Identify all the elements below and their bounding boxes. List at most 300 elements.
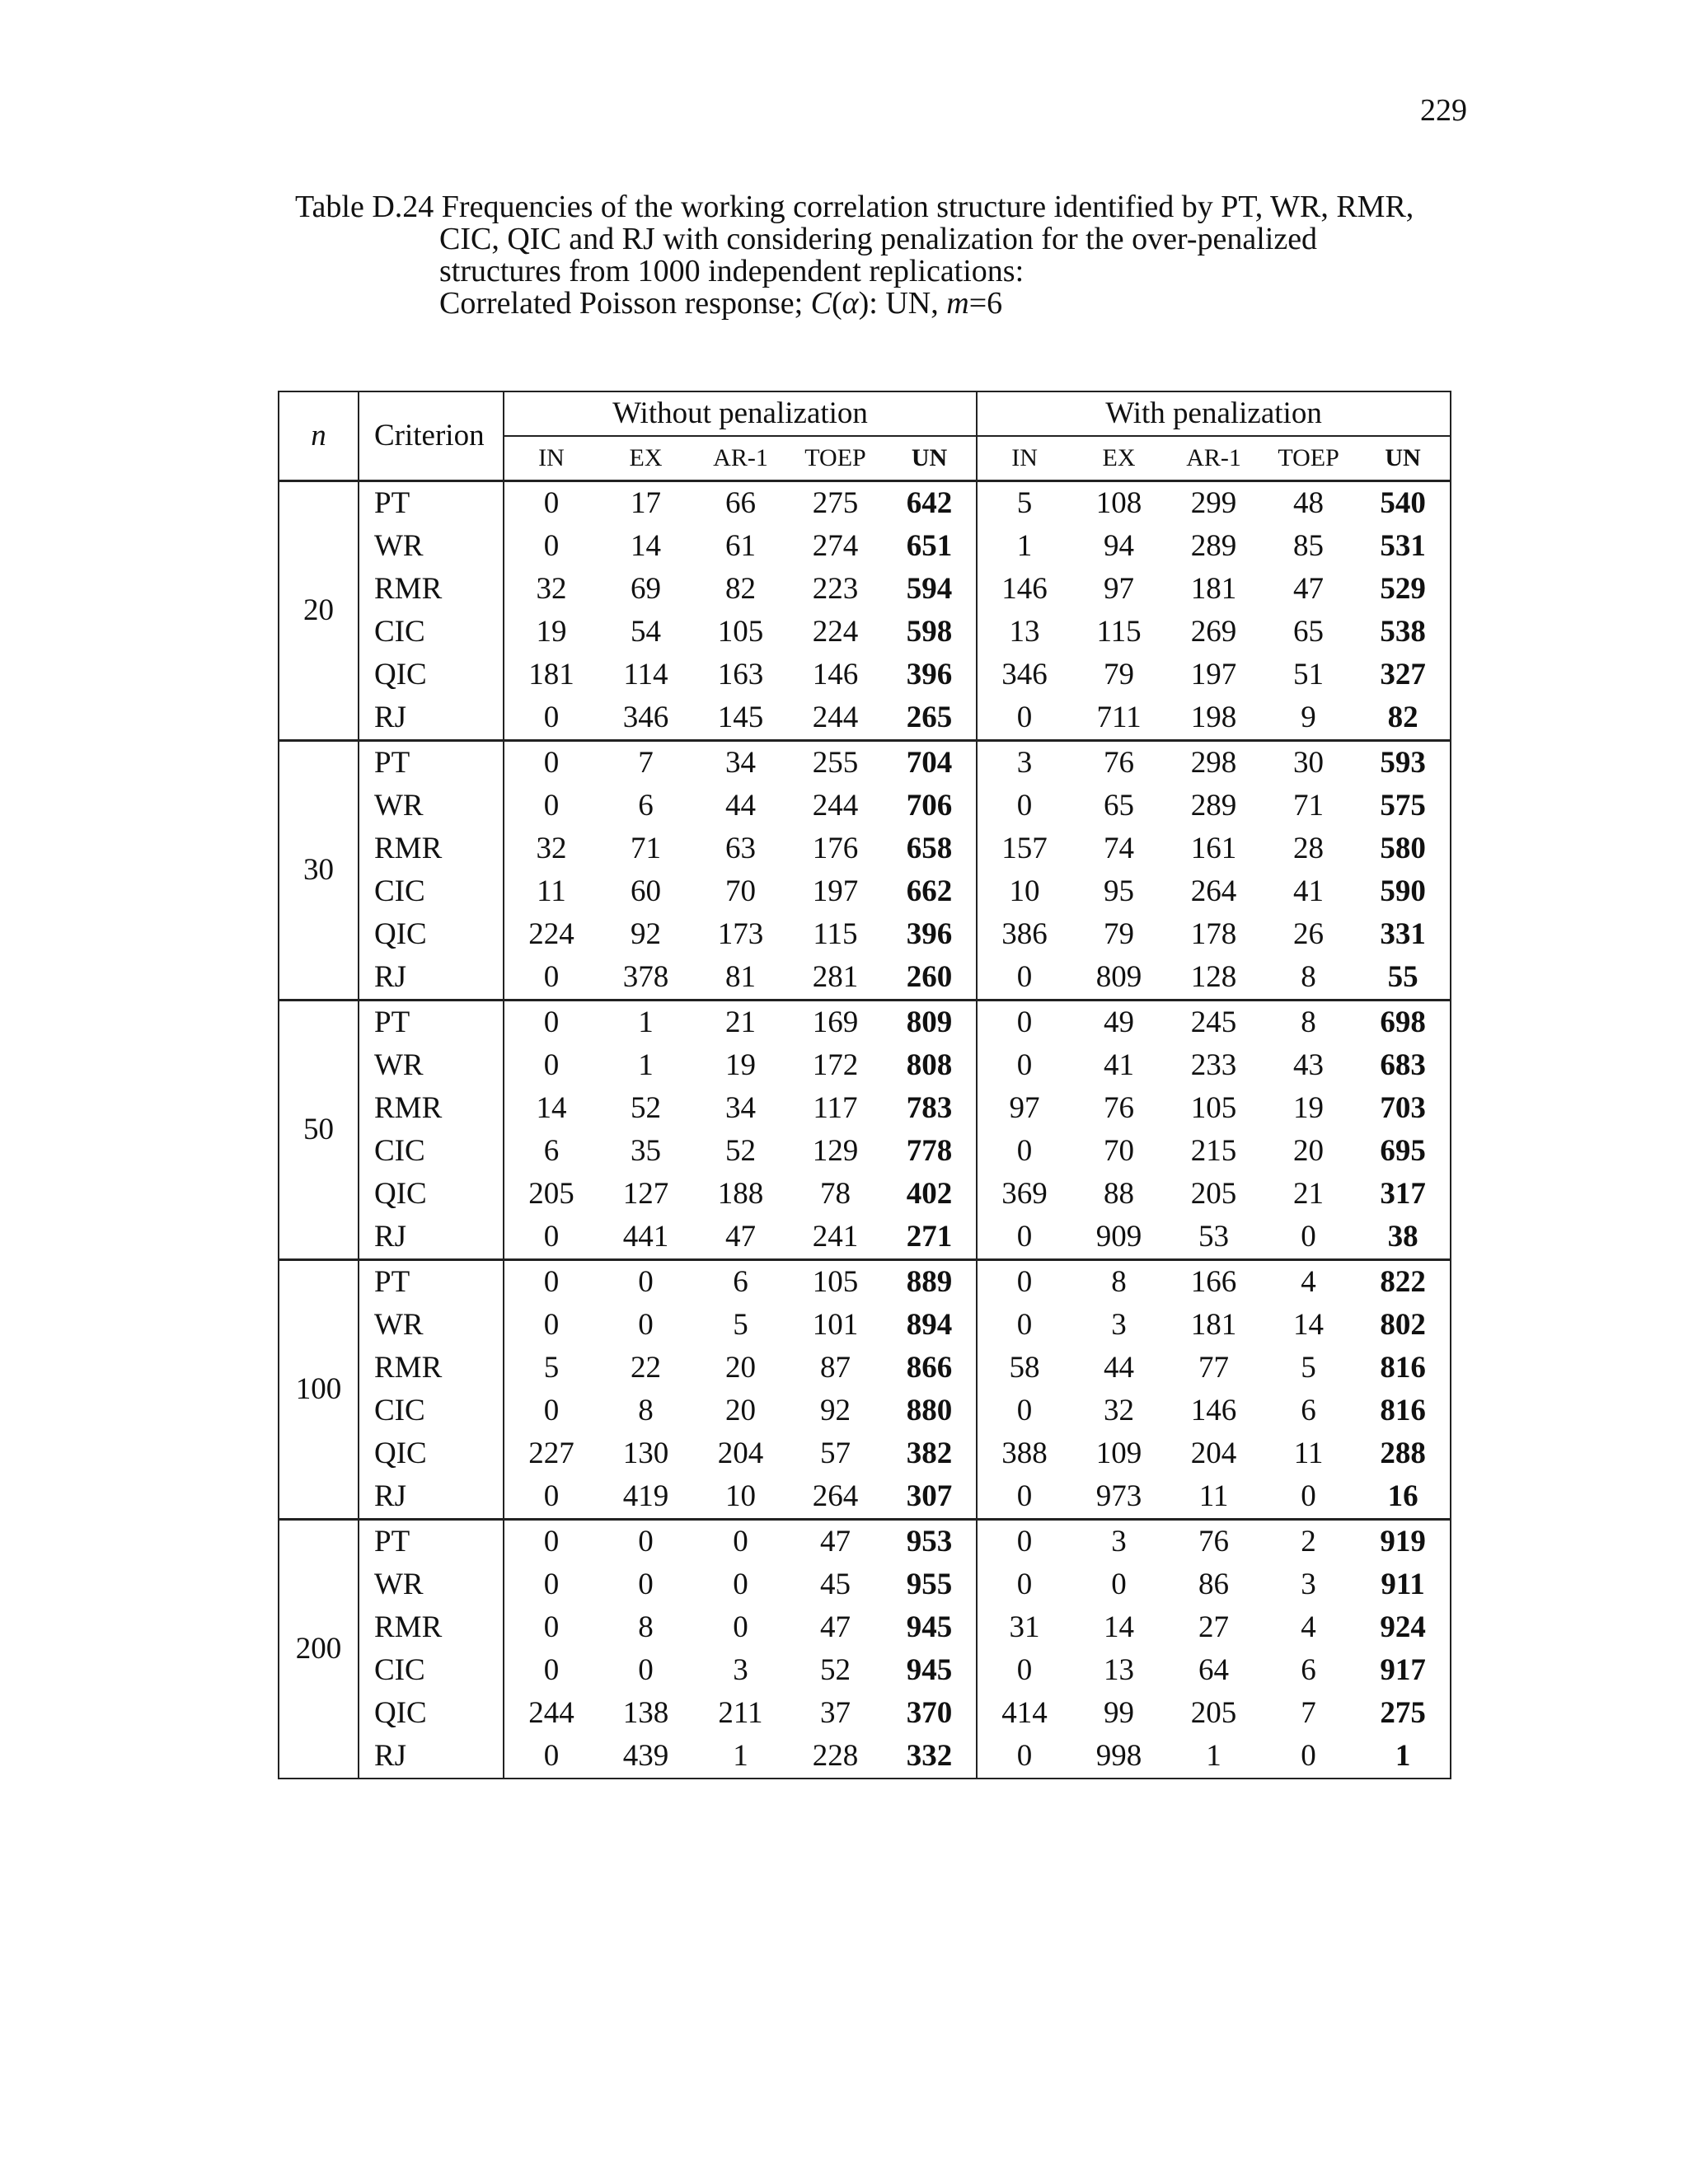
with-in-cell: 97 <box>1009 1091 1040 1125</box>
with-un-cell: 531 <box>1356 525 1451 568</box>
criterion-cell: PT <box>359 481 504 526</box>
without-toep-cell: 52 <box>820 1653 851 1687</box>
with-ex-cell: 973 <box>1095 1479 1142 1513</box>
criterion-cell: PT <box>359 1520 504 1564</box>
with-ar-1-cell: 264 <box>1190 874 1237 908</box>
with-un-cell: 82 <box>1356 696 1451 741</box>
with-ex-cell: 0 <box>1111 1568 1127 1601</box>
without-ar-1-cell: 6 <box>693 1260 788 1305</box>
without-toep-cell: 244 <box>812 701 859 734</box>
criterion-cell: QIC <box>359 1692 504 1735</box>
table-row <box>279 481 1451 526</box>
with-ar-1-cell: 86 <box>1198 1568 1230 1601</box>
with-ex-cell: 88 <box>1104 1177 1135 1211</box>
with-ar-1-cell: 64 <box>1198 1653 1230 1687</box>
criterion-cell: RJ <box>359 1216 504 1260</box>
table-row <box>279 785 1451 827</box>
table-row <box>279 696 1451 741</box>
with-toep-cell: 41 <box>1293 874 1325 908</box>
without-in-cell: 181 <box>528 658 574 691</box>
caption-m-symbol: m <box>946 286 969 321</box>
without-ex-cell: 419 <box>622 1479 669 1513</box>
with-in-cell: 388 <box>1001 1436 1048 1470</box>
without-in-cell: 32 <box>536 832 567 865</box>
without-un-cell: 382 <box>883 1432 977 1475</box>
with-un-cell: 275 <box>1356 1692 1451 1735</box>
without-un-cell: 783 <box>883 1087 977 1130</box>
without-ex-cell: 7 <box>598 741 693 785</box>
frequency-table <box>278 391 1451 1779</box>
criterion-cell: CIC <box>359 611 504 654</box>
without-ex-cell: 439 <box>598 1735 693 1779</box>
with-un-cell: 331 <box>1356 913 1451 956</box>
without-ex-cell: 441 <box>622 1220 669 1254</box>
criterion-cell: RMR <box>359 568 504 611</box>
with-in-cell: 369 <box>1001 1177 1048 1211</box>
criterion-cell: WR <box>359 1563 504 1606</box>
with-ex-cell: 97 <box>1104 572 1135 606</box>
with-in-cell: 0 <box>1016 789 1033 823</box>
without-toep-cell: 197 <box>812 874 859 908</box>
with-ex-cell: 41 <box>1104 1048 1135 1082</box>
without-in-cell: 0 <box>543 1610 560 1644</box>
with-toep-cell: 7 <box>1301 1696 1316 1730</box>
without-ex-cell: 0 <box>598 1260 693 1305</box>
caption-line-3: structures from 1000 independent replications: <box>439 254 1025 288</box>
with-toep-cell: 9 <box>1301 701 1316 734</box>
with-toep-cell: 21 <box>1293 1177 1325 1211</box>
without-ex-cell: 92 <box>631 917 661 951</box>
with-ar-1-cell: 198 <box>1190 701 1237 734</box>
with-ar-1-cell: 161 <box>1190 832 1237 865</box>
with-in-cell: 0 <box>977 1735 1071 1779</box>
with-ar-1-cell: 289 <box>1190 529 1237 563</box>
table-row <box>279 525 1451 568</box>
without-toep-cell: 228 <box>788 1735 883 1779</box>
caption-line-2: CIC, QIC and RJ with considering penalization for the over-penalized <box>439 222 1318 256</box>
without-toep-cell: 101 <box>812 1308 859 1342</box>
header-n: n <box>279 391 359 481</box>
with-un-cell: 580 <box>1356 827 1451 870</box>
with-toep-cell: 2 <box>1261 1520 1356 1564</box>
with-ex-cell: 95 <box>1104 874 1135 908</box>
with-ex-cell: 79 <box>1104 658 1135 691</box>
table-row <box>279 1130 1451 1173</box>
without-in-cell: 0 <box>504 1735 598 1779</box>
with-ar-1-cell: 178 <box>1190 917 1237 951</box>
without-ex-cell: 1 <box>598 1001 693 1045</box>
column-header-without-toep: TOEP <box>788 436 883 481</box>
without-un-cell: 265 <box>883 696 977 741</box>
with-ex-cell: 13 <box>1104 1653 1135 1687</box>
without-toep-cell: 47 <box>788 1520 883 1564</box>
with-ar-1-cell: 205 <box>1190 1696 1237 1730</box>
with-in-cell: 346 <box>1001 658 1048 691</box>
criterion-cell: CIC <box>359 1649 504 1692</box>
without-un-cell: 594 <box>883 568 977 611</box>
without-in-cell: 0 <box>543 1220 560 1254</box>
criterion-cell: WR <box>359 1044 504 1087</box>
without-ex-cell: 378 <box>622 960 669 994</box>
without-ar-1-cell: 0 <box>733 1568 748 1601</box>
with-un-cell: 317 <box>1356 1173 1451 1216</box>
table-row <box>279 1347 1451 1390</box>
without-ex-cell: 52 <box>631 1091 661 1125</box>
table-row <box>279 1735 1451 1779</box>
table-row <box>279 1563 1451 1606</box>
with-ex-cell: 809 <box>1095 960 1142 994</box>
table-row <box>279 1432 1451 1475</box>
with-toep-cell: 0 <box>1301 1220 1316 1254</box>
table-row <box>279 870 1451 913</box>
without-un-cell: 894 <box>883 1304 977 1347</box>
caption-line-4-prefix: Correlated Poisson response; <box>439 286 811 321</box>
with-ar-1-cell: 245 <box>1166 1001 1261 1045</box>
with-ar-1-cell: 77 <box>1198 1351 1230 1385</box>
without-in-cell: 244 <box>528 1696 574 1730</box>
with-un-cell: 917 <box>1356 1649 1451 1692</box>
caption-alpha-symbol: α <box>842 286 859 321</box>
without-ar-1-cell: 63 <box>725 832 756 865</box>
without-ar-1-cell: 163 <box>717 658 764 691</box>
table-row <box>279 654 1451 696</box>
without-ar-1-cell: 3 <box>733 1653 748 1687</box>
without-toep-cell: 281 <box>812 960 859 994</box>
with-ar-1-cell: 181 <box>1190 572 1237 606</box>
with-ar-1-cell: 205 <box>1190 1177 1237 1211</box>
without-in-cell: 0 <box>543 1048 560 1082</box>
criterion-cell: PT <box>359 1260 504 1305</box>
without-un-cell: 889 <box>883 1260 977 1305</box>
with-in-cell: 0 <box>1016 701 1033 734</box>
with-in-cell: 157 <box>1001 832 1048 865</box>
with-un-cell: 538 <box>1356 611 1451 654</box>
with-un-cell: 590 <box>1356 870 1451 913</box>
with-in-cell: 0 <box>1016 1479 1033 1513</box>
with-ex-cell: 70 <box>1104 1134 1135 1168</box>
without-in-cell: 19 <box>536 615 567 649</box>
with-toep-cell: 6 <box>1301 1394 1316 1427</box>
without-toep-cell: 223 <box>812 572 859 606</box>
with-in-cell: 0 <box>977 1520 1071 1564</box>
without-toep-cell: 92 <box>820 1394 851 1427</box>
without-un-cell: 271 <box>883 1216 977 1260</box>
with-ex-cell: 32 <box>1104 1394 1135 1427</box>
sample-size-cell: 30 <box>279 741 359 1001</box>
without-ar-1-cell: 19 <box>725 1048 756 1082</box>
without-ex-cell: 60 <box>631 874 661 908</box>
column-header-with-un: UN <box>1356 436 1451 481</box>
with-ex-cell: 909 <box>1095 1220 1142 1254</box>
without-toep-cell: 117 <box>813 1091 858 1125</box>
with-un-cell: 911 <box>1356 1563 1451 1606</box>
with-ar-1-cell: 299 <box>1190 486 1237 520</box>
with-ex-cell: 94 <box>1104 529 1135 563</box>
without-toep-cell: 87 <box>820 1351 851 1385</box>
with-toep-cell: 0 <box>1301 1479 1316 1513</box>
with-toep-cell: 8 <box>1261 1001 1356 1045</box>
caption-line-1: Table D.24 Frequencies of the working correlation structure identified by PT, WR, RMR, <box>295 190 1414 224</box>
without-toep-cell: 224 <box>812 615 859 649</box>
with-in-cell: 0 <box>1016 1134 1033 1168</box>
criterion-cell: WR <box>359 1304 504 1347</box>
without-un-cell: 598 <box>883 611 977 654</box>
with-un-cell: 816 <box>1356 1390 1451 1432</box>
criterion-cell: CIC <box>359 1130 504 1173</box>
without-un-cell: 396 <box>883 913 977 956</box>
column-header-with-in: IN <box>977 436 1071 481</box>
criterion-cell: WR <box>359 525 504 568</box>
page-number: 229 <box>1420 93 1467 128</box>
without-in-cell: 0 <box>543 1308 560 1342</box>
without-toep-cell: 105 <box>788 1260 883 1305</box>
with-toep-cell: 4 <box>1261 1260 1356 1305</box>
with-un-cell: 327 <box>1356 654 1451 696</box>
without-toep-cell: 169 <box>788 1001 883 1045</box>
criterion-cell: RMR <box>359 1087 504 1130</box>
without-ex-cell: 0 <box>638 1653 654 1687</box>
with-ar-1-cell: 204 <box>1190 1436 1237 1470</box>
header-without-penalization: Without penalization <box>504 391 977 436</box>
with-toep-cell: 65 <box>1293 615 1325 649</box>
with-ar-1-cell: 166 <box>1166 1260 1261 1305</box>
with-ar-1-cell: 53 <box>1198 1220 1230 1254</box>
with-toep-cell: 47 <box>1293 572 1325 606</box>
with-ar-1-cell: 269 <box>1190 615 1237 649</box>
criterion-cell: RMR <box>359 827 504 870</box>
with-toep-cell: 6 <box>1301 1653 1316 1687</box>
without-ar-1-cell: 10 <box>725 1479 756 1513</box>
criterion-cell: QIC <box>359 913 504 956</box>
table-row <box>279 1606 1451 1649</box>
without-un-cell: 880 <box>883 1390 977 1432</box>
criterion-cell: RJ <box>359 1475 504 1520</box>
with-toep-cell: 5 <box>1301 1351 1316 1385</box>
without-ex-cell: 138 <box>622 1696 669 1730</box>
table-row <box>279 568 1451 611</box>
without-toep-cell: 78 <box>820 1177 851 1211</box>
without-un-cell: 402 <box>883 1173 977 1216</box>
without-un-cell: 260 <box>883 956 977 1001</box>
without-in-cell: 0 <box>543 960 560 994</box>
without-in-cell: 6 <box>543 1134 560 1168</box>
with-un-cell: 816 <box>1356 1347 1451 1390</box>
without-in-cell: 0 <box>543 1394 560 1427</box>
without-ex-cell: 0 <box>638 1308 654 1342</box>
without-ar-1-cell: 0 <box>693 1520 788 1564</box>
without-toep-cell: 274 <box>812 529 859 563</box>
with-ex-cell: 3 <box>1071 1520 1166 1564</box>
with-in-cell: 0 <box>1016 1220 1033 1254</box>
without-in-cell: 0 <box>543 789 560 823</box>
with-in-cell: 5 <box>1016 486 1033 520</box>
without-un-cell: 945 <box>883 1606 977 1649</box>
without-ex-cell: 346 <box>622 701 669 734</box>
without-in-cell: 0 <box>504 1001 598 1045</box>
without-ar-1-cell: 105 <box>717 615 764 649</box>
without-un-cell: 662 <box>883 870 977 913</box>
with-un-cell: 683 <box>1356 1044 1451 1087</box>
with-un-cell: 924 <box>1356 1606 1451 1649</box>
column-header-without-un: UN <box>883 436 977 481</box>
without-ex-cell: 69 <box>631 572 661 606</box>
with-in-cell: 0 <box>977 1001 1071 1045</box>
criterion-cell: RJ <box>359 696 504 741</box>
table-row <box>279 1390 1451 1432</box>
without-ar-1-cell: 34 <box>693 741 788 785</box>
table-body <box>279 481 1451 1779</box>
without-un-cell: 396 <box>883 654 977 696</box>
without-ar-1-cell: 44 <box>725 789 756 823</box>
without-ar-1-cell: 5 <box>733 1308 748 1342</box>
table-row <box>279 1649 1451 1692</box>
without-in-cell: 0 <box>504 1260 598 1305</box>
table-caption <box>295 191 1465 320</box>
column-header-with-toep: TOEP <box>1261 436 1356 481</box>
without-ar-1-cell: 0 <box>733 1610 748 1644</box>
without-toep-cell: 275 <box>812 486 859 520</box>
table-row <box>279 611 1451 654</box>
with-in-cell: 31 <box>1009 1610 1040 1644</box>
criterion-cell: RMR <box>359 1347 504 1390</box>
without-in-cell: 227 <box>528 1436 574 1470</box>
with-un-cell: 288 <box>1356 1432 1451 1475</box>
with-un-cell: 695 <box>1356 1130 1451 1173</box>
with-toep-cell: 48 <box>1293 486 1325 520</box>
column-header-with-ar-1: AR-1 <box>1166 436 1261 481</box>
with-ex-cell: 65 <box>1104 789 1135 823</box>
with-ar-1-cell: 181 <box>1190 1308 1237 1342</box>
caption-line-4-mid: ): UN, <box>858 286 947 321</box>
with-ex-cell: 76 <box>1071 741 1166 785</box>
with-ex-cell: 76 <box>1104 1091 1135 1125</box>
with-toep-cell: 11 <box>1293 1436 1324 1470</box>
with-ar-1-cell: 27 <box>1198 1610 1230 1644</box>
with-ar-1-cell: 233 <box>1190 1048 1237 1082</box>
table-row <box>279 1692 1451 1735</box>
with-un-cell: 575 <box>1356 785 1451 827</box>
without-in-cell: 0 <box>543 1653 560 1687</box>
without-ex-cell: 130 <box>622 1436 669 1470</box>
table-row <box>279 1216 1451 1260</box>
with-un-cell: 822 <box>1356 1260 1451 1305</box>
without-ex-cell: 22 <box>631 1351 661 1385</box>
with-in-cell: 0 <box>977 1260 1071 1305</box>
without-toep-cell: 264 <box>812 1479 859 1513</box>
with-toep-cell: 43 <box>1293 1048 1325 1082</box>
without-ar-1-cell: 204 <box>717 1436 764 1470</box>
without-in-cell: 205 <box>528 1177 574 1211</box>
criterion-cell: RJ <box>359 1735 504 1779</box>
without-ex-cell: 14 <box>631 529 661 563</box>
with-un-cell: 55 <box>1356 956 1451 1001</box>
without-un-cell: 808 <box>883 1044 977 1087</box>
without-un-cell: 704 <box>883 741 977 785</box>
without-un-cell: 809 <box>883 1001 977 1045</box>
with-toep-cell: 51 <box>1293 658 1325 691</box>
without-in-cell: 0 <box>543 1568 560 1601</box>
column-header-without-ar-1: AR-1 <box>693 436 788 481</box>
without-toep-cell: 115 <box>813 917 858 951</box>
without-ex-cell: 0 <box>598 1520 693 1564</box>
without-ar-1-cell: 211 <box>718 1696 763 1730</box>
with-un-cell: 16 <box>1356 1475 1451 1520</box>
column-header-without-in: IN <box>504 436 598 481</box>
with-toep-cell: 4 <box>1301 1610 1316 1644</box>
without-ex-cell: 6 <box>638 789 654 823</box>
without-ar-1-cell: 66 <box>725 486 756 520</box>
table-row <box>279 741 1451 785</box>
with-toep-cell: 8 <box>1301 960 1316 994</box>
without-un-cell: 307 <box>883 1475 977 1520</box>
without-ex-cell: 17 <box>631 486 661 520</box>
criterion-cell: QIC <box>359 1432 504 1475</box>
with-ar-1-cell: 146 <box>1190 1394 1237 1427</box>
criterion-cell: WR <box>359 785 504 827</box>
without-in-cell: 224 <box>528 917 574 951</box>
with-ex-cell: 108 <box>1095 486 1142 520</box>
with-in-cell: 10 <box>1009 874 1040 908</box>
without-in-cell: 32 <box>536 572 567 606</box>
without-ar-1-cell: 20 <box>725 1394 756 1427</box>
with-ar-1-cell: 298 <box>1166 741 1261 785</box>
without-toep-cell: 57 <box>820 1436 851 1470</box>
without-toep-cell: 47 <box>820 1610 851 1644</box>
with-in-cell: 0 <box>1016 960 1033 994</box>
with-toep-cell: 30 <box>1261 741 1356 785</box>
without-ex-cell: 1 <box>638 1048 654 1082</box>
without-un-cell: 651 <box>883 525 977 568</box>
table-row <box>279 1304 1451 1347</box>
without-ex-cell: 71 <box>631 832 661 865</box>
with-ex-cell: 99 <box>1104 1696 1135 1730</box>
without-ar-1-cell: 82 <box>725 572 756 606</box>
with-ex-cell: 79 <box>1104 917 1135 951</box>
without-ex-cell: 8 <box>638 1610 654 1644</box>
without-un-cell: 778 <box>883 1130 977 1173</box>
column-header-with-ex: EX <box>1071 436 1166 481</box>
without-ex-cell: 35 <box>631 1134 661 1168</box>
criterion-cell: PT <box>359 1001 504 1045</box>
with-ex-cell: 711 <box>1096 701 1142 734</box>
criterion-cell: CIC <box>359 870 504 913</box>
without-ar-1-cell: 47 <box>725 1220 756 1254</box>
with-in-cell: 414 <box>1001 1696 1048 1730</box>
caption-c-symbol: C <box>810 286 832 321</box>
caption-line-4-suffix: =6 <box>968 286 1003 321</box>
table-row <box>279 1260 1451 1305</box>
with-ex-cell: 74 <box>1104 832 1135 865</box>
with-ar-1-cell: 289 <box>1190 789 1237 823</box>
table-row <box>279 956 1451 1001</box>
table-row <box>279 827 1451 870</box>
with-ar-1-cell: 197 <box>1190 658 1237 691</box>
without-ar-1-cell: 1 <box>693 1735 788 1779</box>
with-toep-cell: 14 <box>1293 1308 1325 1342</box>
caption-paren: ( <box>832 286 842 321</box>
with-toep-cell: 19 <box>1293 1091 1325 1125</box>
without-in-cell: 0 <box>543 529 560 563</box>
without-toep-cell: 146 <box>812 658 859 691</box>
with-in-cell: 0 <box>1016 1308 1033 1342</box>
with-toep-cell: 71 <box>1293 789 1325 823</box>
without-un-cell: 955 <box>883 1563 977 1606</box>
without-toep-cell: 37 <box>820 1696 851 1730</box>
without-toep-cell: 172 <box>812 1048 859 1082</box>
without-un-cell: 866 <box>883 1347 977 1390</box>
with-ex-cell: 44 <box>1104 1351 1135 1385</box>
without-ar-1-cell: 61 <box>725 529 756 563</box>
